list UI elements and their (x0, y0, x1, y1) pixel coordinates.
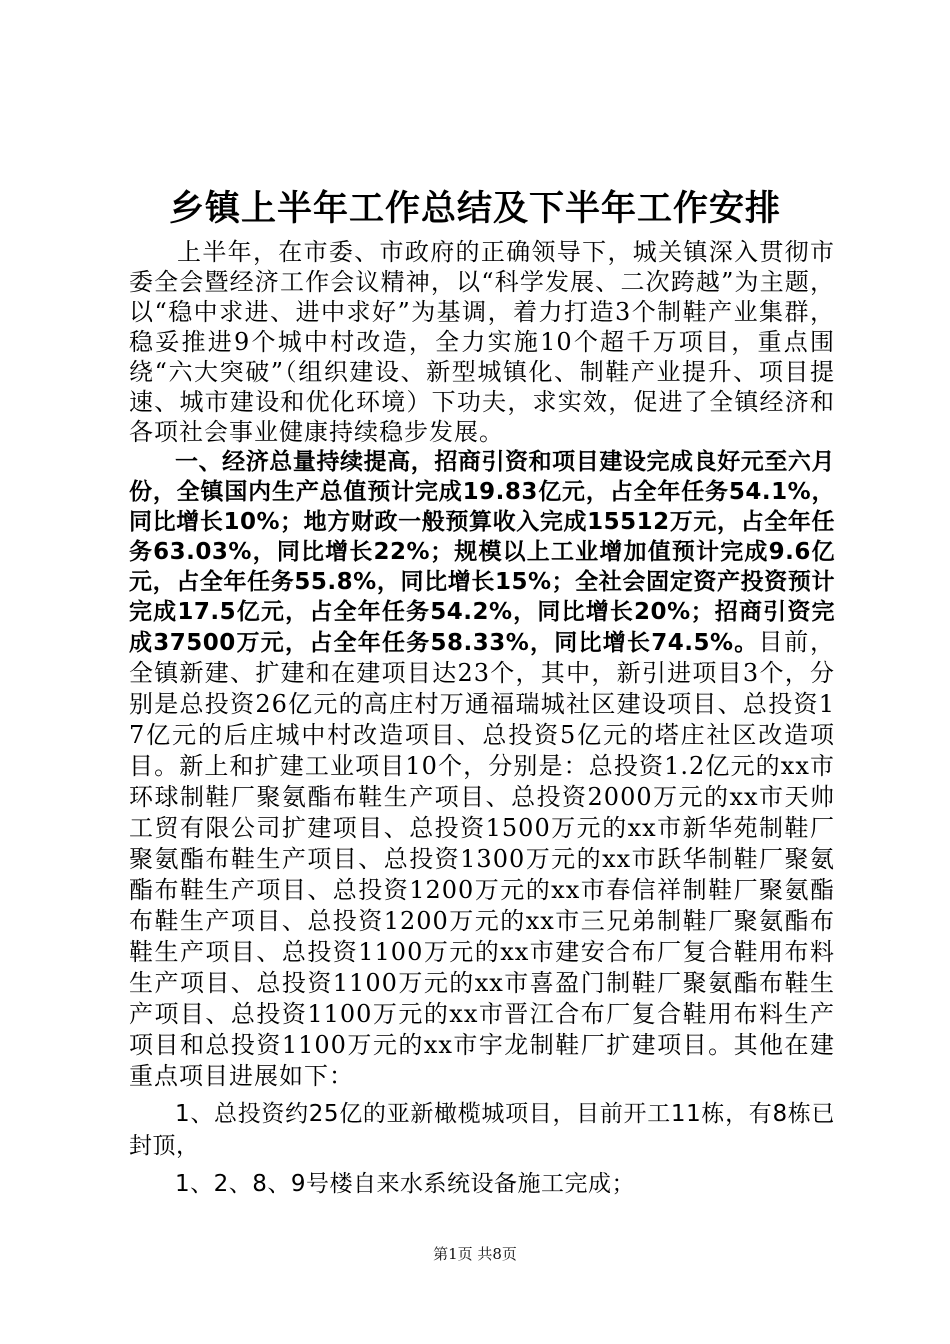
project-item-2: 1、2、8、9号楼自来水系统设备施工完成； (175, 1171, 636, 1197)
section-1-heading-and-data: 一、经济总量持续提高，招商引资和项目建设完成良好元至六月份，全镇国内生产总值预计完成19.83亿元，占全年任务54.1%，同比增长10%；地方财政一般预算收入完成15512万元，占全年任务63.03%，同比增长22%；规模以上工业增加值预计完成9.6亿元，占全年任务55.8%，同比增长15%；全社会固定资产投资预计完成17.5亿元，占全年任务54.2%，同比增长20%；招商引资完成37500万元，占全年任务58.33%，同比增长74.5%。 (129, 449, 835, 656)
page-footer: 第1页 共8页 (433, 1245, 517, 1263)
document-title: 乡镇上半年工作总结及下半年工作安排 (168, 188, 781, 229)
document-body (129, 237, 835, 1200)
project-item-1: 1、总投资约25亿的亚新橄榄城项目，目前开工11栋，有8栋已封顶， (129, 1101, 835, 1159)
section-1-projects: 目前，全镇新建、扩建和在建项目达23个，其中，新引进项目3个，分别是总投资26亿元的高庄村万通福瑞城社区建设项目、总投资17亿元的后庄城中村改造项目、总投资5亿元的塔庄社区改造项目。新上和扩建工业项目10个，分别是：总投资1.2亿元的xx市环球制鞋厂聚氨酯布鞋生产项目、总投资2000万元的xx市天帅工贸有限公司扩建项目、总投资1500万元的xx市新华苑制鞋厂聚氨酯布鞋生产项目、总投资1300万元的xx市跃华制鞋厂聚氨酯布鞋生产项目、总投资1200万元的xx市春信祥制鞋厂聚氨酯布鞋生产项目、总投资1200万元的xx市三兄弟制鞋厂聚氨酯布鞋生产项目、总投资1100万元的xx市建安合布厂复合鞋用布料生产项目、总投资1100万元的xx市喜盈门制鞋厂聚氨酯布鞋生产项目、总投资1100万元的xx市晋江合布厂复合鞋用布料生产项目和总投资1100万元的xx市宇龙制鞋厂扩建项目。其他在建重点项目进展如下： (129, 628, 836, 1090)
intro-paragraph: 上半年，在市委、市政府的正确领导下，城关镇深入贯彻市委全会暨经济工作会议精神，以“科学发展、二次跨越”为主题，以“稳中求进、进中求好”为基调，着力打造3个制鞋产业集群，稳妥推进9个城中村改造，全力实施10个超千万项目，重点围绕“六大突破”（组织建设、新型城镇化、制鞋产业提升、项目提速、城市建设和优化环境）下功夫，求实效，促进了全镇经济和各项社会事业健康持续稳步发展。 (129, 238, 835, 446)
section-1-summary (129, 447, 835, 1092)
